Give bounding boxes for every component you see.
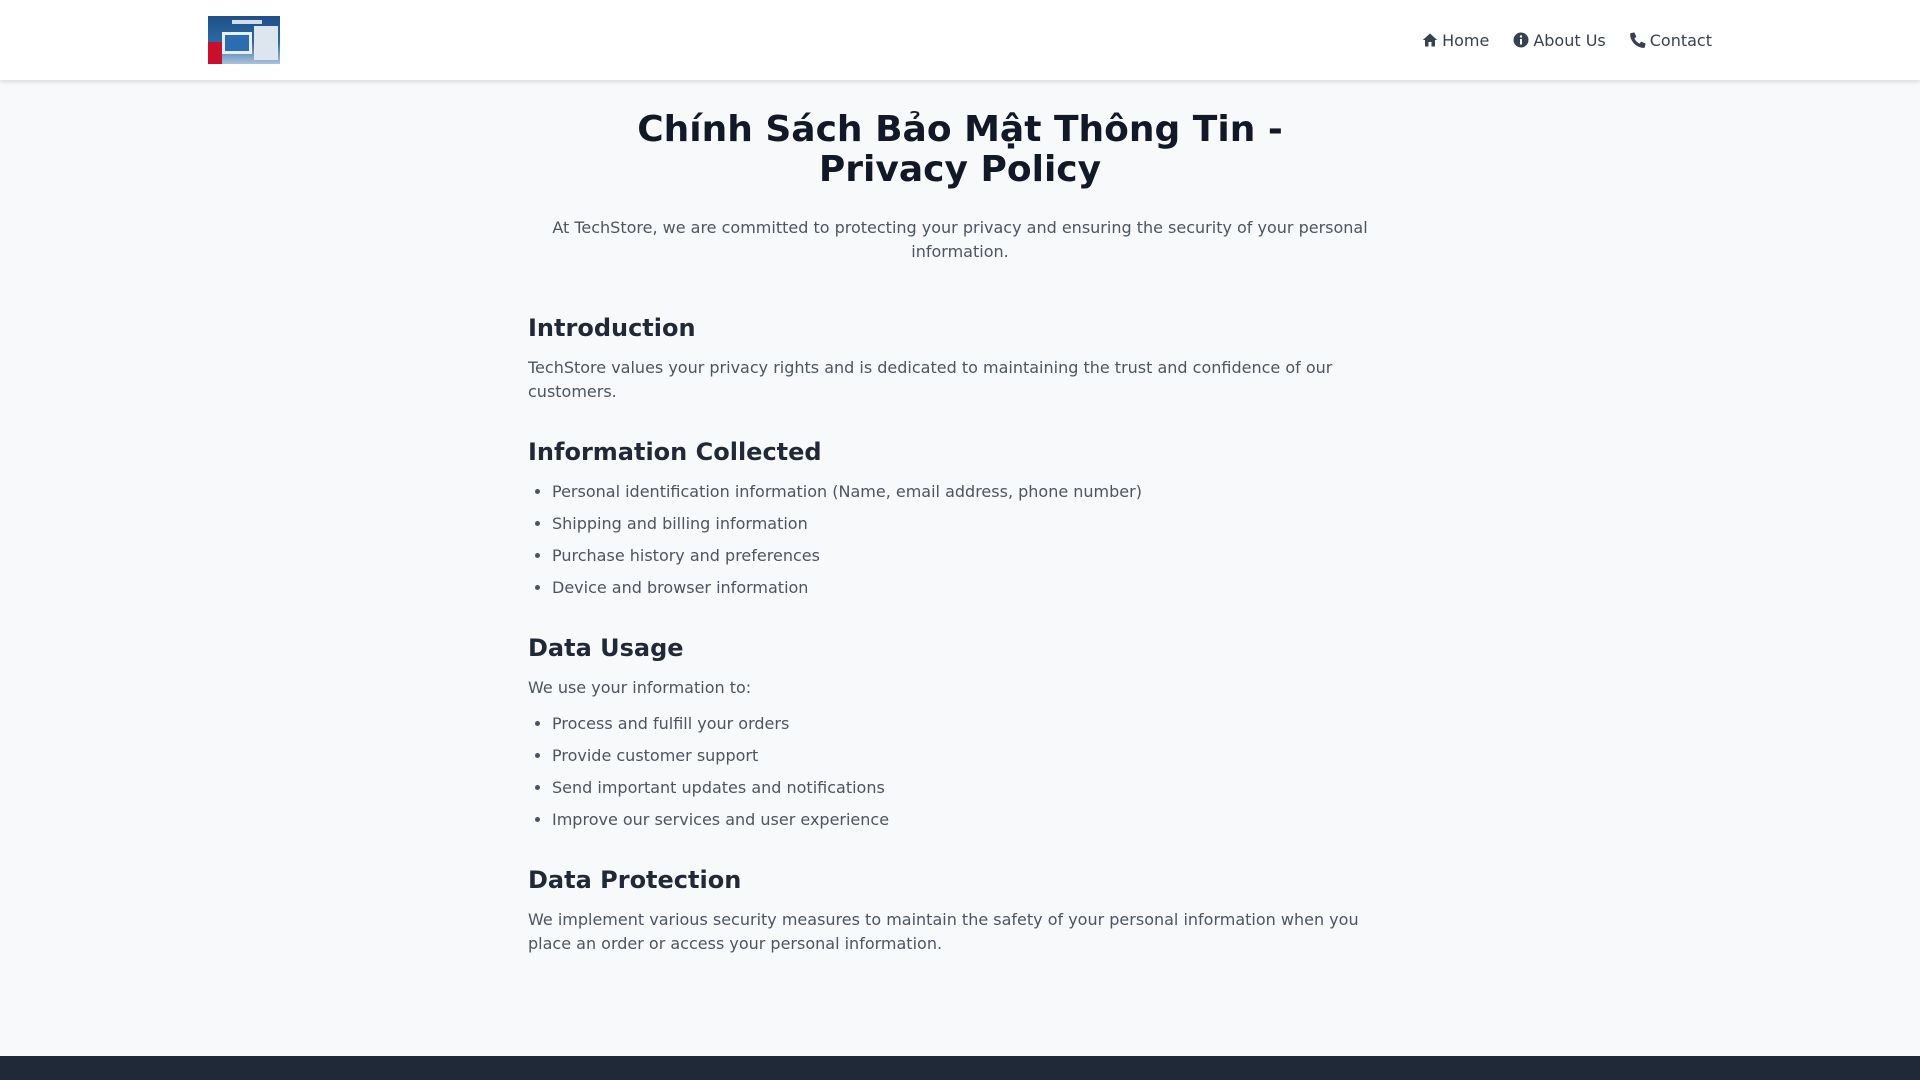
list-item: • Device and browser information [552, 576, 1392, 600]
logo-graphic-red [208, 42, 222, 64]
list-item: • Shipping and billing information [552, 512, 1392, 536]
data-usage-heading: Data Usage [528, 634, 684, 662]
page-subtitle: At TechStore, we are committed to protecting your privacy and ensuring the security of your personal information. [552, 218, 1368, 261]
list-item: • Send important updates and notifications [552, 776, 1392, 800]
home-icon [1422, 32, 1438, 48]
site-footer [0, 1056, 1920, 1080]
site-logo[interactable] [208, 16, 280, 64]
section-introduction [528, 312, 1392, 404]
information-collected-heading: Information Collected [528, 438, 822, 466]
list-item: • Improve our services and user experience [552, 808, 1392, 832]
data-protection-text: We implement various security measures to maintain the safety of your personal information when you place an order or access your personal information. [528, 910, 1359, 953]
list-item: • Purchase history and preferences [552, 544, 1392, 568]
data-protection-heading: Data Protection [528, 866, 742, 894]
logo-graphic-panel [254, 26, 278, 60]
logo-graphic-screen [222, 32, 252, 54]
nav-about-link[interactable] [1513, 31, 1605, 50]
introduction-text: TechStore values your privacy rights and is dedicated to maintaining the trust and confidence of our customers. [528, 358, 1333, 401]
list-item: • Personal identification information (Name, email address, phone number) [552, 480, 1392, 504]
section-data-usage [528, 632, 1392, 832]
section-information-collected [528, 436, 1392, 600]
list-item: • Process and fulfill your orders [552, 712, 1392, 736]
navbar [0, 0, 1920, 80]
data-usage-intro: We use your information to: [528, 678, 752, 697]
list-item: • Provide customer support [552, 744, 1392, 768]
nav-contact-link[interactable] [1630, 31, 1712, 50]
information-collected-list [528, 480, 1392, 600]
nav-home-label: Home [1442, 30, 1490, 50]
info-icon [1513, 32, 1529, 48]
nav-home-link[interactable] [1422, 31, 1489, 50]
section-data-protection [528, 864, 1392, 956]
nav-about-label: About Us [1533, 30, 1606, 50]
phone-icon [1630, 32, 1646, 48]
data-usage-list [528, 712, 1392, 832]
main-content [528, 110, 1392, 956]
page-title: Chính Sách Bảo Mật Thông Tin - Privacy Policy [637, 109, 1283, 190]
introduction-heading: Introduction [528, 314, 696, 342]
nav-contact-label: Contact [1649, 30, 1712, 50]
main-nav [1422, 0, 1712, 80]
logo-graphic-bar [232, 20, 262, 24]
